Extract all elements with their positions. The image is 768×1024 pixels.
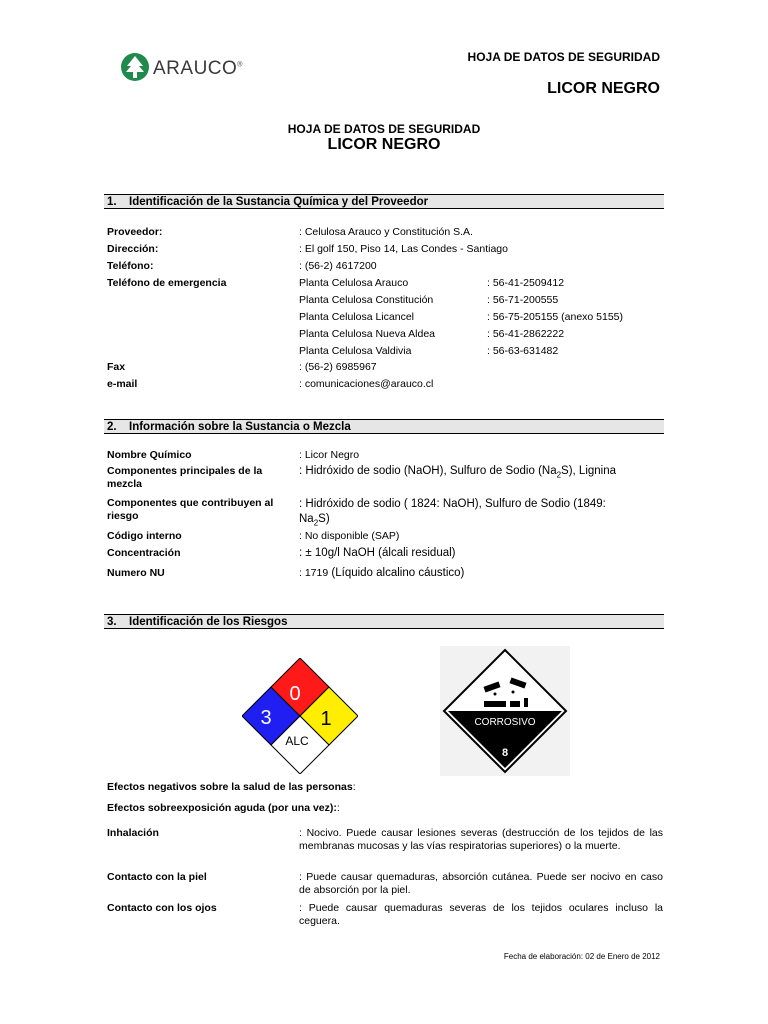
codigo-label: Código interno	[107, 530, 182, 542]
proveedor-label: Proveedor:	[107, 226, 163, 238]
piel-value: : Puede causar quemaduras, absorción cutánea. Puede ser nocivo en caso de absorción por la piel.	[299, 871, 663, 896]
ojos-value: : Puede causar quemaduras severas de los tejidos oculares incluso la ceguera.	[299, 902, 663, 927]
concentracion-label: Concentración	[107, 547, 181, 559]
numero-nu-value: : 1719 (Líquido alcalino cáustico)	[299, 567, 465, 579]
brand-name: ARAUCO®	[153, 58, 243, 79]
nombre-quimico-label: Nombre Químico	[107, 449, 192, 461]
planta-name: Planta Celulosa Licancel	[299, 311, 414, 323]
planta-name: Planta Celulosa Nueva Aldea	[299, 328, 436, 340]
nombre-quimico-value: : Licor Negro	[299, 449, 360, 461]
hazard-class-number: 8	[501, 747, 509, 759]
direccion-value: : El golf 150, Piso 14, Las Condes - Santiago	[299, 243, 508, 255]
planta-phone: : 56-75-205155 (anexo 5155)	[487, 311, 624, 323]
document-subtitle: LICOR NEGRO	[327, 136, 441, 153]
direccion-label: Dirección:	[107, 243, 159, 255]
planta-name: Planta Celulosa Arauco	[299, 277, 409, 289]
proveedor-value: : Celulosa Arauco y Constitución S.A.	[299, 226, 473, 238]
section-3-header: 3. Identificación de los Riesgos	[104, 614, 664, 629]
planta-phone: : 56-41-2862222	[487, 328, 565, 340]
planta-phone: : 56-71-200555	[487, 294, 559, 306]
inhalacion-label: Inhalación	[107, 827, 159, 839]
concentracion-value: : ± 10g/l NaOH (álcali residual)	[299, 547, 456, 559]
efectos-label: Efectos negativos sobre la salud de las personas:	[107, 781, 356, 793]
nfpa-special-value: ALC	[285, 734, 309, 748]
fax-label: Fax	[107, 361, 126, 373]
planta-phone: : 56-63-631482	[487, 345, 559, 357]
email-label: e-mail	[107, 378, 138, 390]
corrosive-hazard-icon	[440, 646, 570, 776]
document-title: HOJA DE DATOS DE SEGURIDAD	[287, 122, 481, 136]
inhalacion-value: : Nocivo. Puede causar lesiones severas (destrucción de los tejidos de las membranas mucosas y las vías respiratorias superiores) o la muerte.	[299, 827, 663, 852]
planta-name: Planta Celulosa Constitución	[299, 294, 434, 306]
piel-label: Contacto con la piel	[107, 871, 207, 883]
codigo-value: : No disponible (SAP)	[299, 530, 400, 542]
sobreexposicion-label: Efectos sobreexposición aguda (por una vez)::	[107, 802, 340, 814]
componentes-value: : Hidróxido de sodio (NaOH), Sulfuro de Sodio $(Na_2S)$, Lignina	[299, 465, 617, 480]
telefono-value: : (56-2) 4617200	[299, 260, 377, 272]
planta-phone: : 56-41-2509412	[487, 277, 565, 289]
header-subtitle: LICOR NEGRO	[547, 80, 660, 97]
emergencia-label: Teléfono de emergencia	[107, 277, 227, 289]
nfpa-reactivity-value: 1	[320, 708, 332, 730]
fecha-elaboracion: Fecha de elaboración: 02 de Enero de 2012	[503, 952, 660, 961]
nfpa-health-value: 3	[260, 707, 272, 729]
nfpa-flammability-value: 0	[289, 683, 301, 705]
nfpa-diamond-icon	[242, 658, 358, 774]
fax-value: : (56-2) 6985967	[299, 361, 377, 373]
header-title: HOJA DE DATOS DE SEGURIDAD	[467, 50, 660, 64]
section-1-header: 1. Identificación de la Sustancia Química y del Proveedor	[104, 194, 664, 209]
email-value: : comunicaciones@arauco.cl	[299, 378, 434, 390]
componentes-label: Componentes principales de la mezcla	[107, 465, 263, 490]
riesgo-value: : Hidróxido de sodio ( 1824: NaOH), Sulfuro de Sodio (1849: $Na_2S$)	[299, 498, 606, 528]
corrosive-label: CORROSIVO	[474, 717, 536, 728]
tree-icon	[120, 52, 150, 82]
ojos-label: Contacto con los ojos	[107, 902, 217, 914]
telefono-label: Teléfono:	[107, 260, 154, 272]
numero-nu-label: Numero NU	[107, 567, 165, 579]
section-2-header: 2. Información sobre la Sustancia o Mezcla	[104, 419, 664, 434]
planta-name: Planta Celulosa Valdivia	[299, 345, 412, 357]
riesgo-label: Componentes que contribuyen al riesgo	[107, 497, 274, 522]
